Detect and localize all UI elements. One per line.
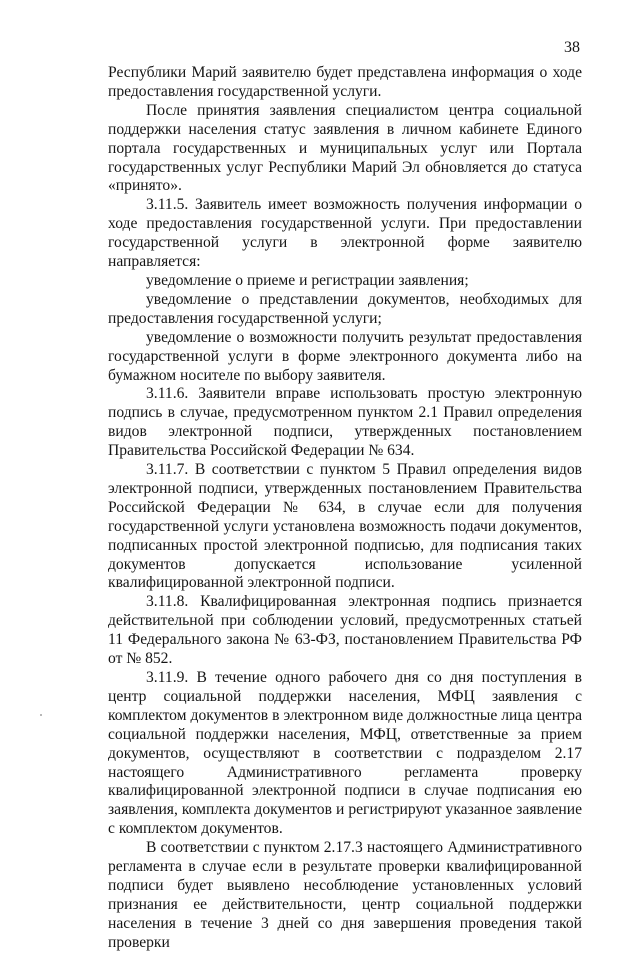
paragraph-3-11-8: 3.11.8. Квалифицированная электронная подпись признается действительной при соблюдении условий, предусмотренных статьей 11 Федерального закона № 63-ФЗ, постановлением Правительства РФ от № 852.: [108, 593, 582, 668]
scan-speck: [40, 714, 42, 716]
paragraph-3-11-6: 3.11.6. Заявители вправе использовать простую электронную подпись в случае, предусмотренном пунктом 2.1 Правил определения видов электронной подписи, утвержденных постановлением Правительства Российской Федерации № 634.: [108, 385, 582, 460]
document-body: [108, 64, 582, 953]
list-item-notice-result: уведомление о возможности получить результат предоставления государственной услуги в форме электронного документа либо на бумажном носителе по выбору заявителя.: [108, 328, 582, 384]
paragraph-continuation: Республики Марий заявителю будет представлена информация о ходе предоставления государственной услуги.: [108, 64, 582, 100]
paragraph-3-11-9: 3.11.9. В течение одного рабочего дня со дня поступления в центр социальной поддержки населения, МФЦ заявления с комплектом документов в электронном виде должностные лица центра социальной поддержки населения, МФЦ, ответственные за прием документов, осуществляют в соответствии с подразделом 2.17 настоящего Административного регламента проверку квалифицированной электронной подписи в случае подписания ею заявления, комплекта документов и регистрируют указанное заявление с комплектом документов.: [108, 669, 582, 838]
list-item-notice-registration: уведомление о приеме и регистрации заявления;: [146, 271, 469, 289]
page-number: 38: [564, 39, 580, 56]
paragraph-2-17-3-reference: В соответствии с пунктом 2.17.3 настоящего Административного регламента в случае если в результате проверки квалифицированной подписи будет выявлено несоблюдение установленных условий признания ее действительности, центр социальной поддержки населения в течение 3 дней со дня завершения проведения такой проверки: [108, 839, 582, 951]
paragraph-3-11-7: 3.11.7. В соответствии с пунктом 5 Правил определения видов электронной подписи, утвержденных постановлением Правительства Российской Федерации № 634, в случае если для получения государственной услуги установлена возможность подачи документов, подписанных простой электронной подписью, для подписания таких документов допускается использование усиленной квалифицированной электронной подписи.: [108, 461, 582, 592]
paragraph-status-update: После принятия заявления специалистом центра социальной поддержки населения статус заявления в личном кабинете Единого портала государственных и муниципальных услуг или Портала государственных услуг Республики Марий Эл обновляется до статуса «принято».: [108, 101, 582, 195]
list-item-notice-documents: уведомление о представлении документов, необходимых для предоставления государственной услуги;: [108, 290, 582, 327]
paragraph-3-11-5: 3.11.5. Заявитель имеет возможность получения информации о ходе предоставления государственной услуги. При предоставлении государственной услуги в электронной форме заявителю направляется:: [108, 196, 582, 271]
